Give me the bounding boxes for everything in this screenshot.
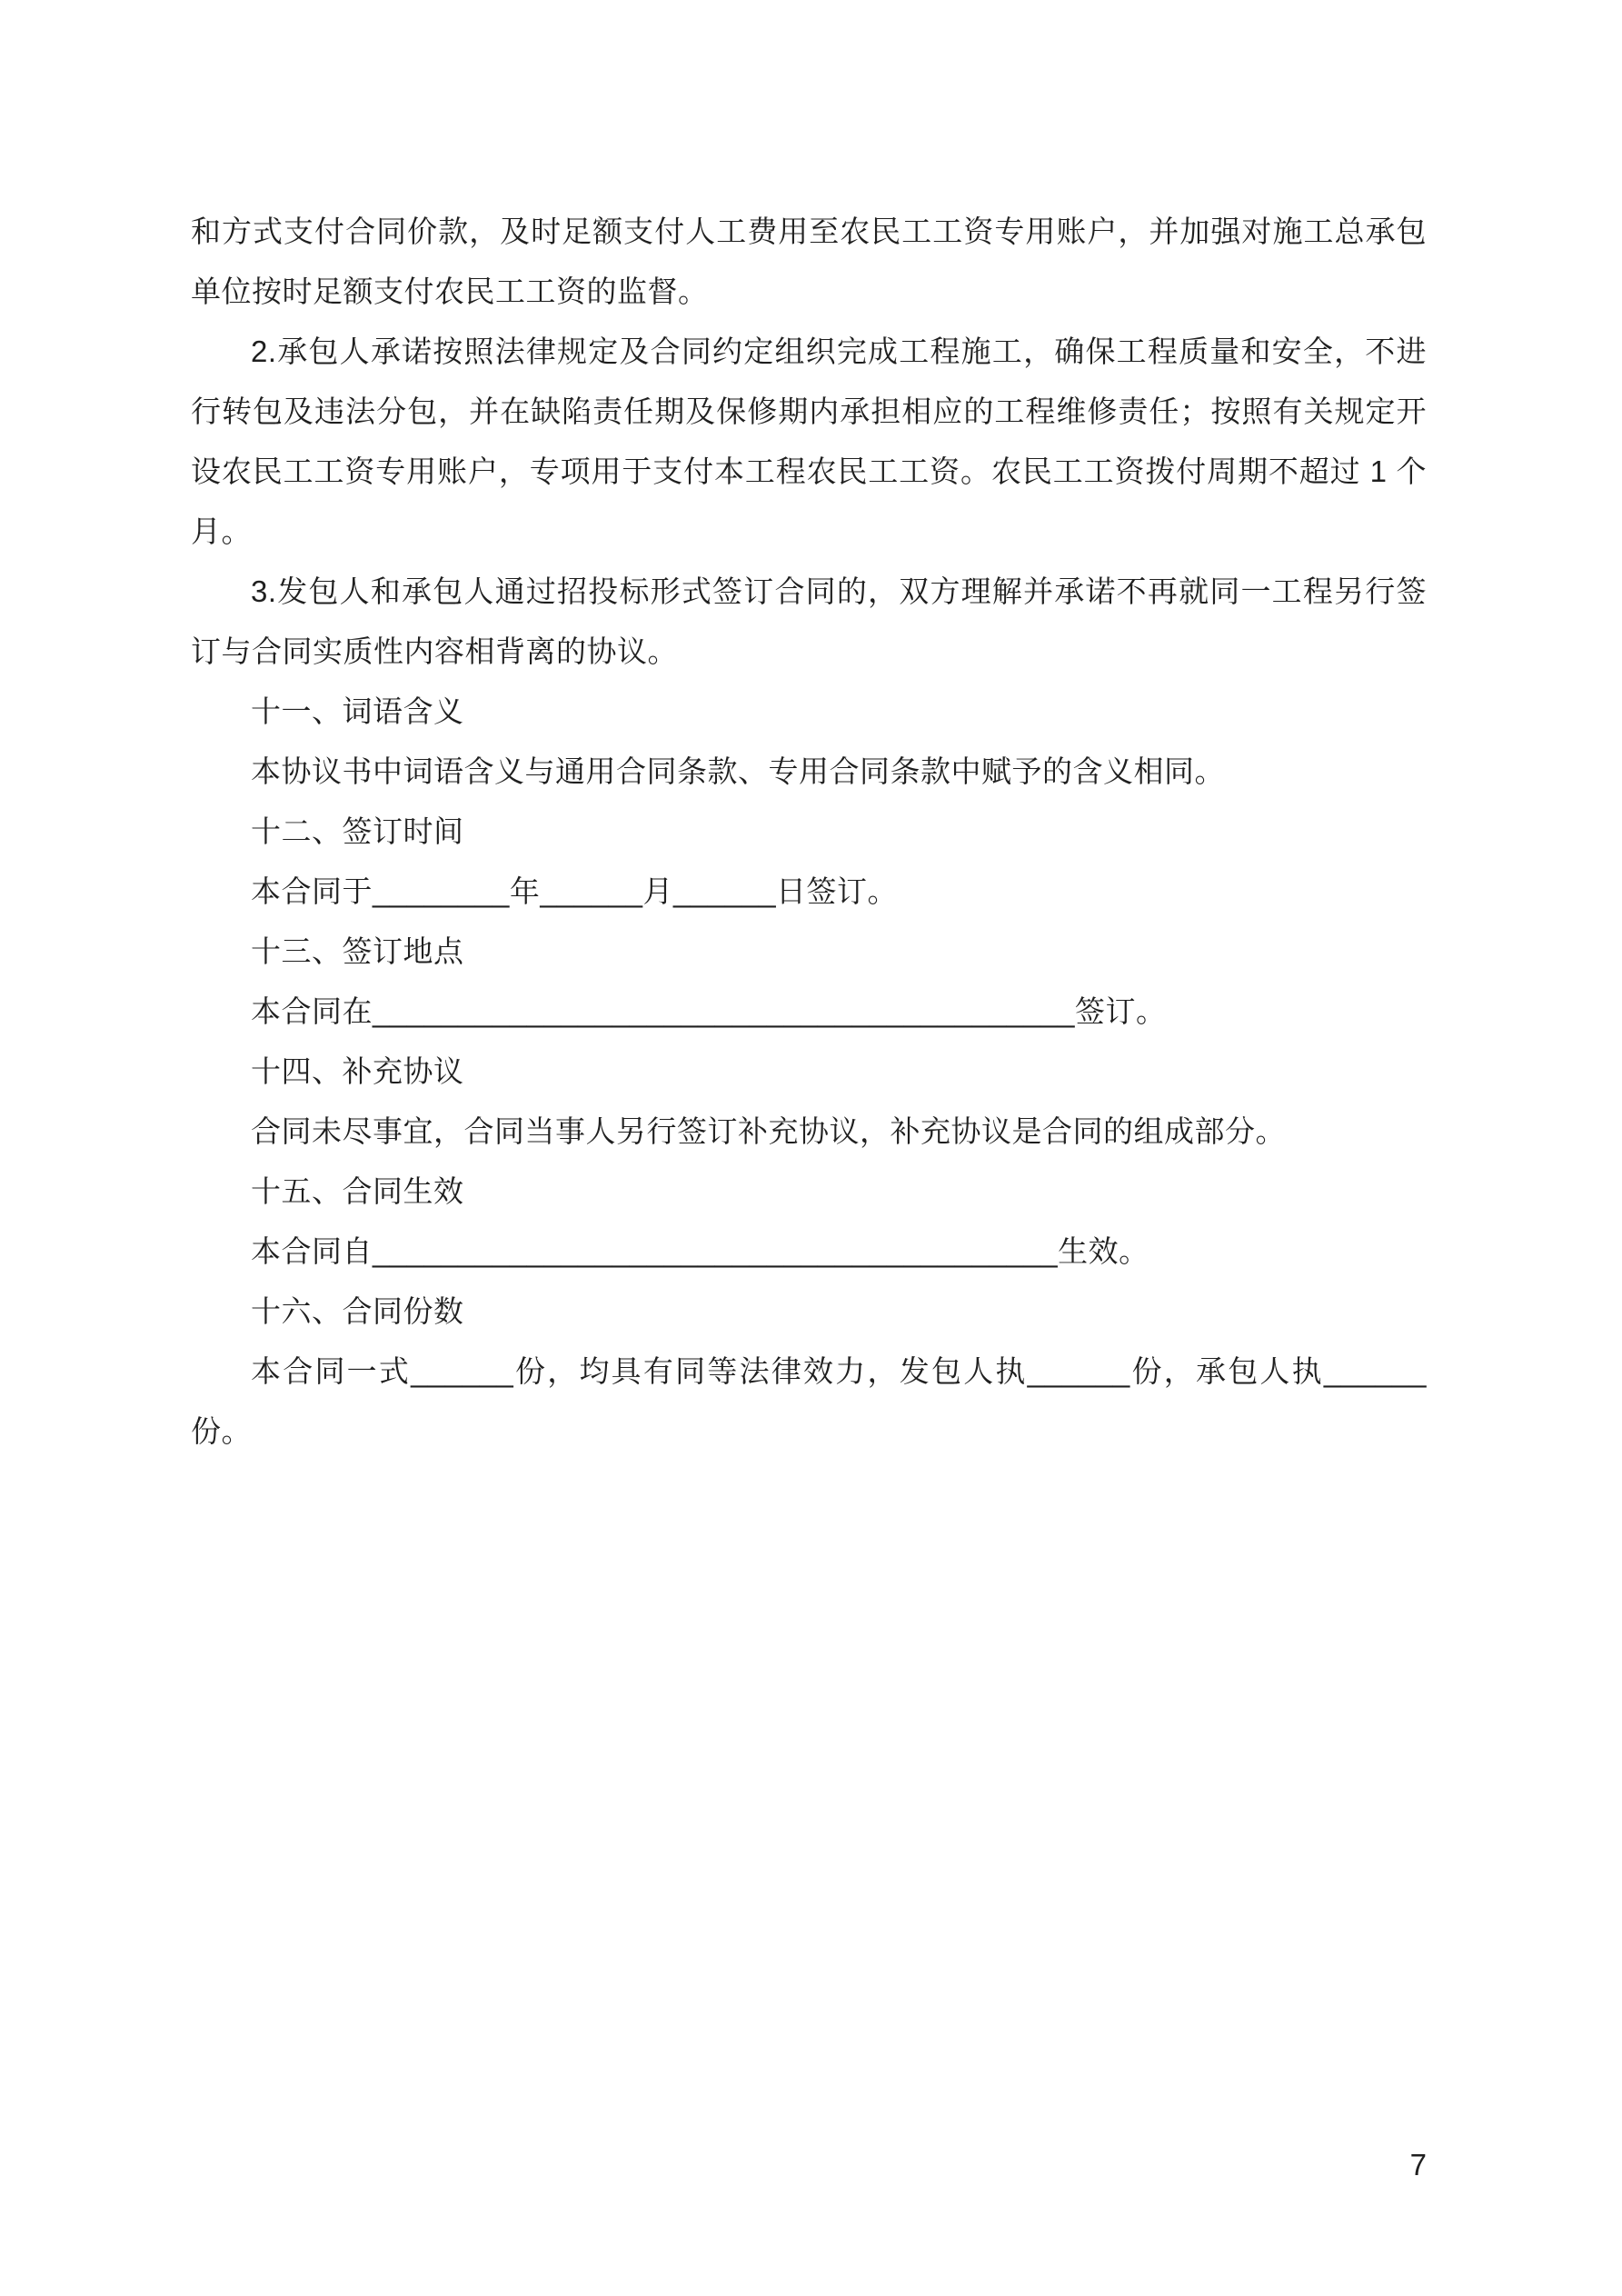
clause-2-contractor-promise: 2.承包人承诺按照法律规定及合同约定组织完成工程施工，确保工程质量和安全，不进行转包及违法分包，并在缺陷责任期及保修期内承担相应的工程维修责任；按照有关规定开设农民工工资专用账户，专项用于支付本工程农民工工资。农民工工资拨付周期不超过 1 个月。: [191, 334, 1427, 548]
section-15-heading: 十五、合同生效: [251, 1174, 464, 1208]
section-11-heading: 十一、词语含义: [251, 694, 464, 728]
section-16-heading: 十六、合同份数: [251, 1294, 464, 1328]
page-footer: [191, 2147, 1427, 2183]
section-11-body: 本协议书中词语含义与通用合同条款、专用合同条款中赋予的含义相同。: [251, 754, 1225, 788]
contract-text-block: [191, 202, 1427, 1462]
section-15-body-effective-blank: 本合同自________________________________________生效。: [251, 1234, 1149, 1268]
section-12-heading: 十二、签订时间: [251, 814, 464, 848]
section-16-body-copies-blanks: 本合同一式______份，均具有同等法律效力，发包人执______份，承包人执______份。: [191, 1354, 1427, 1448]
clause-1-continuation: 和方式支付合同价款，及时足额支付人工费用至农民工工资专用账户，并加强对施工总承包单位按时足额支付农民工工资的监督。: [191, 215, 1427, 308]
section-14-heading: 十四、补充协议: [251, 1054, 464, 1088]
section-13-heading: 十三、签订地点: [251, 934, 464, 968]
section-13-body-signing-place-blank: 本合同在_________________________________________签订。: [251, 994, 1167, 1028]
clause-3-bidding: 3.发包人和承包人通过招投标形式签订合同的，双方理解并承诺不再就同一工程另行签订与合同实质性内容相背离的协议。: [191, 574, 1427, 668]
section-14-body: 合同未尽事宜，合同当事人另行签订补充协议，补充协议是合同的组成部分。: [251, 1114, 1286, 1148]
section-12-body-signing-date-blanks: 本合同于________年______月______日签订。: [251, 874, 899, 908]
page-number: 7: [1409, 2148, 1427, 2181]
